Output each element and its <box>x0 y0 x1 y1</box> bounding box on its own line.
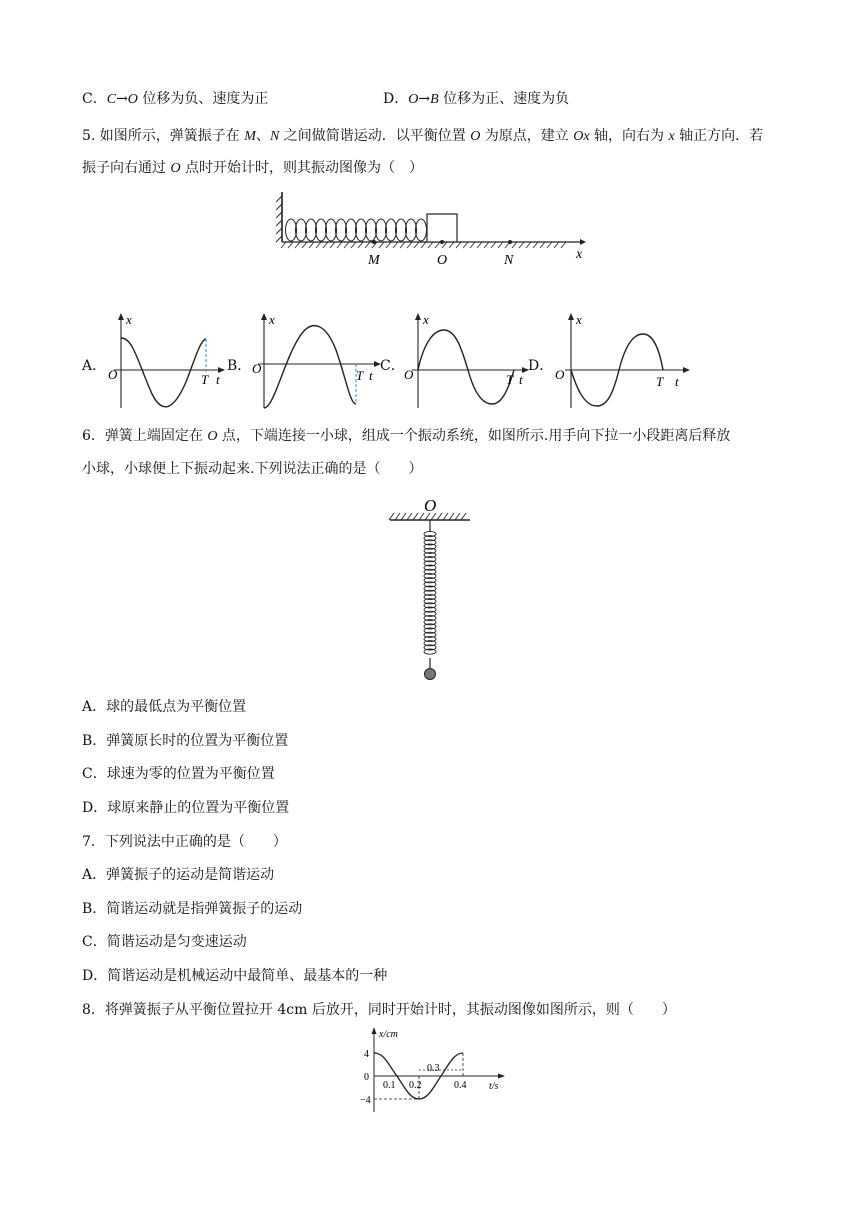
q8-x-tick-04: 0.4 <box>454 1080 467 1091</box>
q5-label-m: M <box>368 253 380 268</box>
q7-option-c: C．简谐运动是匀变速运动 <box>82 934 247 950</box>
q6-option-c: C．球速为零的位置为平衡位置 <box>82 766 275 782</box>
q5-option-b-graph <box>250 310 386 414</box>
q8-x-tick-01: 0.1 <box>383 1080 396 1091</box>
q5-spring-figure <box>270 190 590 270</box>
q5-c-o-label: O <box>404 367 414 382</box>
q6-stem-line1: 6．弹簧上端固定在 O 点，下端连接一小球，组成一个振动系统，如图所示.用手向下拉一小段距离后释放 <box>82 428 731 444</box>
q6-option-d: D．球原来静止的位置为平衡位置 <box>82 800 290 816</box>
q6-option-a: A．球的最低点为平衡位置 <box>82 699 247 715</box>
q5-b-o-label: O <box>252 361 262 376</box>
q6-hanging-spring-figure <box>384 494 476 686</box>
q5-a-t-axis: t <box>216 372 220 387</box>
q5-stem-line1: 5. 如图所示，弹簧振子在 M、N 之间做简谐运动．以平衡位置 O 为原点，建立 Ox 轴，向右为 x 轴正方向．若 <box>82 128 764 144</box>
q5-option-c-graph <box>400 310 532 414</box>
q8-x-axis-label: t/s <box>489 1081 499 1092</box>
q5-c-x-label: x <box>423 312 429 327</box>
q5-d-x-label: x <box>576 312 582 327</box>
q5-option-d-letter: D． <box>528 358 554 374</box>
q5-option-b-letter: B． <box>227 358 252 374</box>
q5-a-t-period: T <box>201 372 209 387</box>
q5-option-a-letter: A． <box>82 358 107 374</box>
q5-b-t-period: T <box>356 368 364 383</box>
q5-c-t-period: T <box>506 372 514 387</box>
q5-b-x-label: x <box>269 312 275 327</box>
q5-label-x: x <box>576 247 583 262</box>
q5-c-t-axis: t <box>519 372 523 387</box>
q8-y-tick-0: 0 <box>364 1072 369 1083</box>
q6-stem-line2: 小球，小球便上下振动起来.下列说法正确的是（ ） <box>82 461 423 477</box>
q5-d-o-label: O <box>555 367 565 382</box>
q7-option-a: A．弹簧振子的运动是简谐运动 <box>82 867 275 883</box>
q8-y-tick-minus4: −4 <box>360 1095 371 1106</box>
q8-x-tick-03: 0.3 <box>427 1063 440 1074</box>
q6-label-o: O <box>424 496 437 515</box>
q4-option-c: C．C→O 位移为负、速度为正 <box>82 91 269 107</box>
q5-b-t-axis: t <box>369 368 373 383</box>
q8-x-tick-02: 0.2 <box>409 1080 422 1091</box>
q5-label-o: O <box>437 253 448 268</box>
q5-d-t-period: T <box>656 374 664 389</box>
q5-d-t-axis: t <box>675 374 679 389</box>
q5-option-a-graph <box>104 310 226 414</box>
q8-y-tick-4: 4 <box>364 1049 369 1060</box>
q7-option-d: D．简谐运动是机械运动中最简单、最基本的一种 <box>82 968 388 984</box>
q8-stem: 8．将弹簧振子从平衡位置拉开 4cm 后放开，同时开始计时，其振动图像如图所示，则（ ） <box>82 1002 676 1018</box>
q7-option-b: B．简谐运动就是指弹簧振子的运动 <box>82 901 303 917</box>
q5-option-d-graph <box>553 310 693 414</box>
q6-option-b: B．弹簧原长时的位置为平衡位置 <box>82 733 289 749</box>
q5-a-o-label: O <box>108 367 118 382</box>
q5-option-c-letter: C． <box>380 358 405 374</box>
q5-a-x-label: x <box>126 312 132 327</box>
q5-label-n: N <box>504 253 514 268</box>
q7-stem: 7．下列说法中正确的是（ ） <box>82 834 287 850</box>
q4-option-d: D．O→B 位移为正、速度为负 <box>383 91 570 107</box>
q8-y-axis-label: x/cm <box>379 1029 398 1040</box>
q5-stem-line2: 振子向右通过 O 点时开始计时，则其振动图像为（ ） <box>82 160 424 176</box>
q8-vibration-graph <box>352 1024 512 1116</box>
